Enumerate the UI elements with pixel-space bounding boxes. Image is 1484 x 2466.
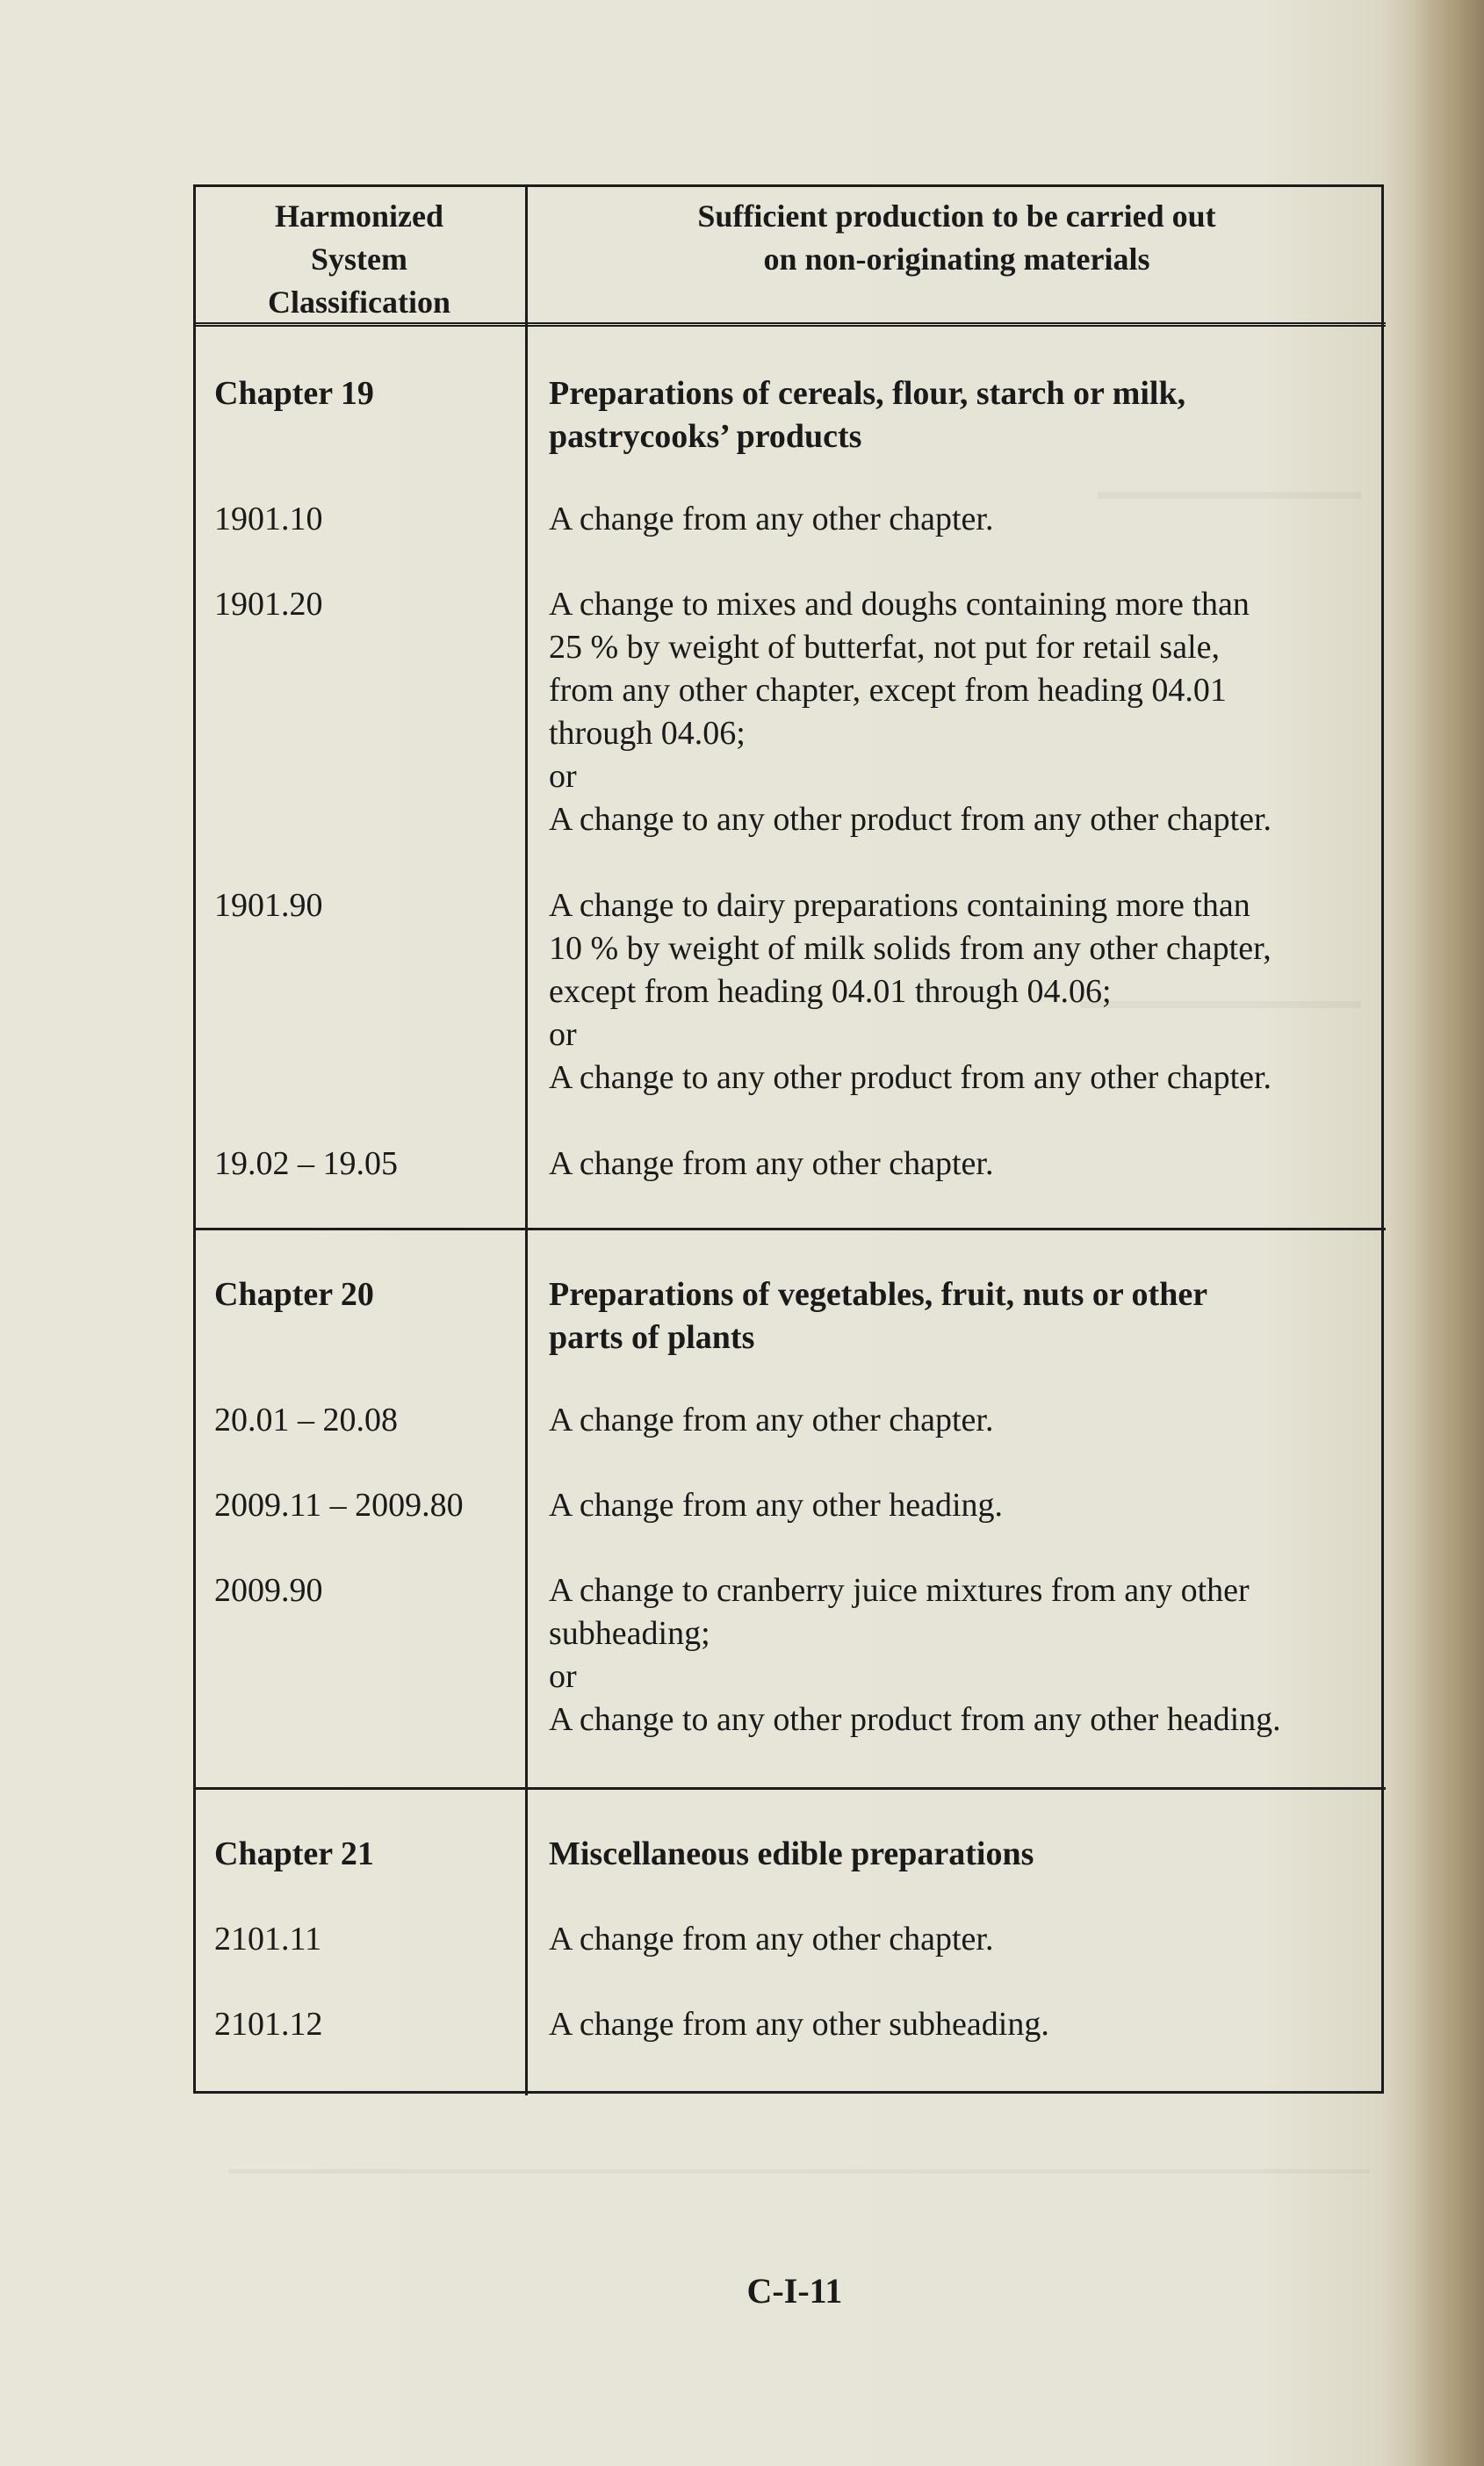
header-sufficient-production xyxy=(528,195,1386,281)
page-number: C-I-11 xyxy=(746,2271,843,2311)
chapter-19-heading: Chapter 19 xyxy=(214,375,374,412)
rule-line: A change to any other product from any other heading. xyxy=(549,1701,1281,1738)
rule-line: except from heading 04.01 through 04.06; xyxy=(549,973,1112,1010)
chapter-21-heading: Chapter 21 xyxy=(214,1835,374,1872)
chapter-19-title-line: pastrycooks’ products xyxy=(549,418,862,455)
rule-line: from any other chapter, except from heading 04.01 xyxy=(549,672,1227,709)
hs-code: 2101.11 xyxy=(214,1921,322,1958)
chapter-separator xyxy=(193,1228,1386,1230)
header-line: Classification xyxy=(267,285,450,320)
rules-of-origin-table xyxy=(193,184,1386,2095)
rule-line: or xyxy=(549,758,577,795)
chapter-separator xyxy=(193,1787,1386,1790)
hs-code: 1901.10 xyxy=(214,501,323,537)
chapter-20-heading: Chapter 20 xyxy=(214,1276,374,1313)
rule-line: A change from any other chapter. xyxy=(549,1402,994,1438)
table-border xyxy=(193,184,1384,2094)
book-spine-shadow xyxy=(1414,0,1484,2466)
header-line: Sufficient production to be carried out xyxy=(697,198,1216,234)
chapter-21-title-line: Miscellaneous edible preparations xyxy=(549,1835,1034,1872)
rule-line: or xyxy=(549,1658,577,1695)
rule-line: A change from any other chapter. xyxy=(549,1921,994,1958)
rule-line: subheading; xyxy=(549,1615,710,1652)
hs-code: 1901.20 xyxy=(214,586,323,623)
header-line: on non-originating materials xyxy=(763,242,1150,277)
chapter-19-title-line: Preparations of cereals, flour, starch or milk, xyxy=(549,375,1186,412)
chapter-20-title-line: Preparations of vegetables, fruit, nuts or other xyxy=(549,1276,1208,1313)
hs-code: 1901.90 xyxy=(214,887,323,924)
rule-line: 10 % by weight of milk solids from any other chapter, xyxy=(549,930,1271,967)
chapter-20-title-line: parts of plants xyxy=(549,1319,755,1356)
rule-line: A change to dairy preparations containing more than xyxy=(549,887,1250,924)
hs-code: 2101.12 xyxy=(214,2006,323,2043)
header-line: Harmonized xyxy=(275,198,443,234)
rule-line: A change from any other chapter. xyxy=(549,1145,994,1182)
rule-line: A change from any other subheading. xyxy=(549,2006,1049,2043)
hs-code: 19.02 – 19.05 xyxy=(214,1145,398,1182)
rule-line: 25 % by weight of butterfat, not put for retail sale, xyxy=(549,629,1221,666)
header-line: System xyxy=(311,242,407,277)
hs-code: 2009.90 xyxy=(214,1572,323,1609)
bleed-through-shape xyxy=(228,2169,1370,2174)
hs-code: 2009.11 – 2009.80 xyxy=(214,1487,464,1524)
rule-line: A change from any other chapter. xyxy=(549,501,994,537)
rule-line: through 04.06; xyxy=(549,715,746,752)
hs-code: 20.01 – 20.08 xyxy=(214,1402,398,1438)
rule-line: or xyxy=(549,1016,577,1053)
rule-line: A change from any other heading. xyxy=(549,1487,1004,1524)
rule-line: A change to any other product from any other chapter. xyxy=(549,801,1272,838)
rule-line: A change to any other product from any other chapter. xyxy=(549,1059,1272,1096)
rule-line: A change to mixes and doughs containing more than xyxy=(549,586,1250,623)
rule-line: A change to cranberry juice mixtures from any other xyxy=(549,1572,1250,1609)
header-hs-classification xyxy=(193,195,525,324)
column-divider xyxy=(525,184,528,2095)
